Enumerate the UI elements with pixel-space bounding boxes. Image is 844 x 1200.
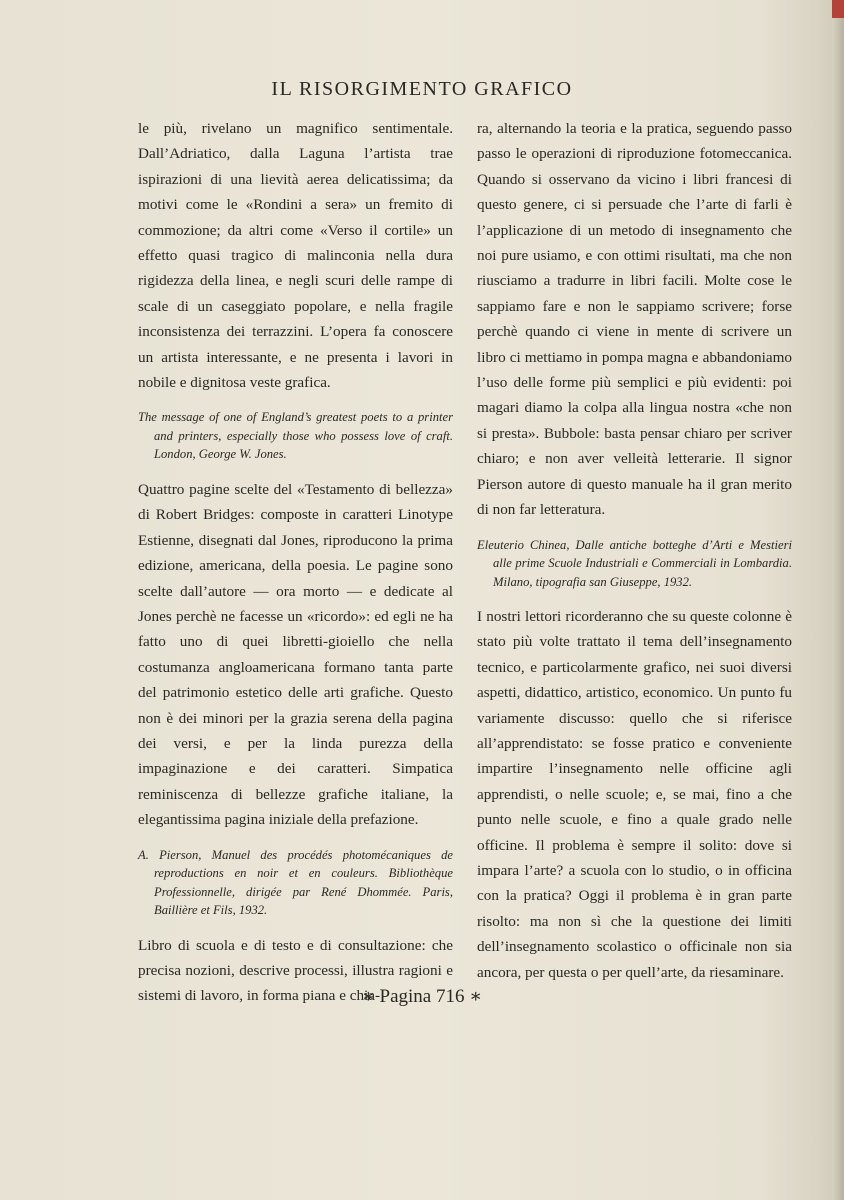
paragraph: Libro di scuola e di testo e di consultazione: che precisa nozioni, descrive processi, illustra ragioni e sistemi di lavoro, in forma piana e chia- — [138, 936, 453, 1005]
right-column — [477, 116, 792, 985]
paragraph: I nostri lettori ricorderanno che su queste colonne è stato più volte trattato il tema dell’insegnamento tecnico, e particolarmente grafico, nei suoi diversi aspetti, didattico, artistico, economico. Un punto fu variamente discusso: quello che si riferisce all’apprendistato: se fosse pratico e conveniente impartire l’insegnamento nelle officine agli apprendisti, o nelle scuole; e, se mai, fino a che punto nelle scuole, e fino a quale grado nelle officine. Il problema è sempre il solito: dove si impara l’arte? a scuola con lo studio, o in officina con la pratica? Oggi il problema è in gran parte risolto: ma non sì che la questione dei limiti dell’insegnamento scolastico o officinale non sia ancora, per questa o per quell’arte, da riesaminare. — [477, 608, 792, 981]
paragraph: ra, alternando la teoria e la pratica, seguendo passo passo le operazioni di riproduzione fotomeccanica. Quando si osservano da vicino i libri francesi di questo genere, ci si persuade che l’arte di farli è l’applicazione di un metodo di insegnamento che noi pure usiamo, e con ottimi risultati, ma che non riusciamo a tradurre in libri facili. Molte cose le sappiamo fare e non le sappiamo scrivere; forse perchè quando ci viene in mente di scrivere un libro ci mettiamo in pompa magna e abbandoniamo l’uso delle forme più semplici e più evidenti: poi magari diamo la colpa alla lingua nostra «che non si presta». Bubbole: basta pensar chiaro per scriver chiaro; e non aver velleità letterarie. Il signor Pierson autore di questo manuale ha il gran merito di non far letteratura. — [477, 120, 792, 519]
page-edge — [832, 0, 844, 1200]
paragraph: Quattro pagine scelte del «Testamento di bellezza» di Robert Bridges: composte in caratteri Linotype Estienne, disegnati dal Jones, riproducono la prima edizione, americana, della poesia. Le pagine sono scelte dall’autore — ora morto — e dedicate al Jones perchè ne facesse un «ricordo»: ed egli ne ha fatto uno di quei libretti-gioiello che nella costumanza angloamericana formano tanta parte del patrimonio estetico delle arti grafiche. Questo non è dei minori per la grazia serena della pagina dei versi, e per la linda purezza della impaginazione e dei caratteri. Simpatica reminiscenza di bellezze grafiche italiane, la elegantissima pagina iniziale della prefazione. — [138, 480, 453, 829]
running-header: IL RISORGIMENTO GRAFICO — [271, 78, 573, 100]
book-reference: Eleuterio Chinea, Dalle antiche botteghe d’Arti e Mestieri alle prime Scuole Industriali e Commerciali in Lombardia. Milano, tipografia san Giuseppe, 1932. — [477, 537, 792, 589]
book-reference: A. Pierson, Manuel des procédés photomécaniques de reproductions en noir et en couleurs. Bibliothèque Professionnelle, dirigée par René Dhommée. Paris, Baillière et Fils, 1932. — [138, 847, 453, 918]
page-edge-tab — [832, 0, 844, 18]
paragraph: le più, rivelano un magnifico sentimentale. Dall’Adriatico, dalla Laguna l’artista trae ispirazioni di una lievità aerea delicatissima; da motivi come le «Rondini a sera» un fremito di commozione; da altri come «Verso il cortile» un effetto quasi tragico di malinconia nella dura rigidezza della linea, e negli scuri delle rampe di scale di un caseggiato popolare, e nella fragile inconsistenza dei terrazzini. L’opera fa conoscere un artista interessante, e ne presenta i lavori in nobile e dignitosa veste grafica. — [138, 120, 453, 392]
left-column — [138, 116, 453, 1009]
page-number: ∗ Pagina 716 ∗ — [361, 986, 483, 1007]
book-reference: The message of one of England’s greatest poets to a printer and printers, especially those who possess love of craft. London, George W. Jones. — [138, 410, 453, 462]
